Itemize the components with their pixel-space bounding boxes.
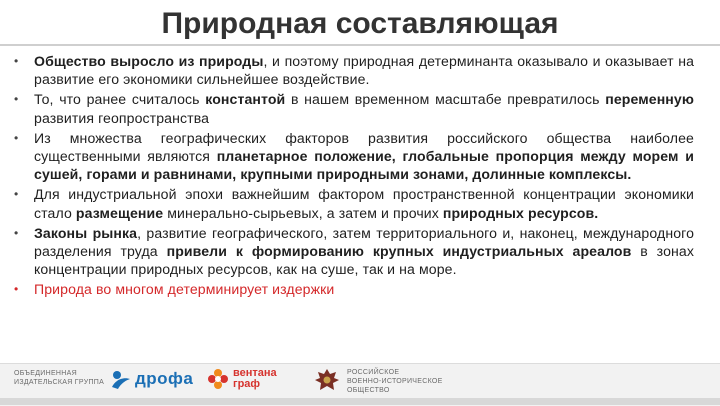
bullet-item bbox=[14, 52, 694, 88]
bullet-bold-text: Общество выросло из природы bbox=[34, 53, 264, 69]
bullet-dot-icon: • bbox=[14, 54, 19, 68]
bullet-item bbox=[14, 185, 694, 221]
bullet-bold-text: природных ресурсов. bbox=[442, 204, 599, 221]
logo-publishing-group-line2: ИЗДАТЕЛЬСКАЯ ГРУППА bbox=[14, 379, 105, 386]
logo-publishing-group-line1: ОБЪЕДИНЕННАЯ bbox=[14, 370, 77, 377]
logo-ventana-graf bbox=[206, 367, 277, 391]
bullet-text: Природа во многом детерминирует издержки bbox=[34, 281, 335, 298]
logo-ventana-line2: граф bbox=[233, 378, 261, 390]
slide-title: Природная составляющая bbox=[161, 7, 559, 40]
bullet-bold-text: переменную bbox=[605, 91, 694, 108]
footer-strip bbox=[0, 398, 720, 405]
bullet-text: , развитие географического, затем территориального и, наконец, международного разделения труда bbox=[34, 224, 695, 260]
logo-rvio-line1: РОССИЙСКОЕ bbox=[347, 368, 400, 376]
bullet-text: , и поэтому природная детерминанта оказывало и оказывает на развитие его экономики сильнейшее воздействие. bbox=[34, 53, 695, 88]
bullet-text: минерально-сырьевых, а затем и прочих bbox=[163, 204, 443, 221]
bullet-dot-icon: • bbox=[14, 92, 19, 107]
title-divider bbox=[0, 44, 720, 46]
bullet-item bbox=[14, 90, 694, 126]
logo-rvio bbox=[312, 366, 443, 396]
bullet-text: в зонах концентрации природных ресурсов, как на суше, так и на море. bbox=[34, 243, 694, 278]
logo-drofa bbox=[108, 367, 193, 391]
bullet-text: Для индустриальной эпохи важнейшим фактором пространственной концентрации экономики стало bbox=[34, 186, 694, 221]
bullet-bold-text: константой bbox=[205, 91, 286, 108]
ventana-flower-icon bbox=[206, 367, 230, 391]
logo-drofa-text: дрофа bbox=[135, 369, 194, 388]
drofa-bird-icon bbox=[108, 367, 132, 391]
bullet-bold-text: размещение bbox=[75, 204, 164, 221]
bullet-text: в нашем временном масштабе превратилось bbox=[285, 91, 606, 108]
bullet-dot-icon: • bbox=[14, 130, 19, 145]
bullet-text: развития геопространства bbox=[34, 109, 210, 126]
bullet-item bbox=[14, 129, 694, 184]
bullet-text: Из множества географических факторов развития российского общества наиболее существенными являются bbox=[34, 129, 694, 165]
logo-rvio-line3: ОБЩЕСТВО bbox=[347, 386, 390, 394]
logo-ventana-line1: вентана bbox=[233, 367, 277, 379]
eagle-emblem-icon bbox=[312, 366, 342, 396]
bullet-text: То, что ранее считалось bbox=[34, 91, 206, 108]
logo-rvio-line2: ВОЕННО-ИСТОРИЧЕСКОЕ bbox=[347, 377, 443, 385]
logo-publishing-group bbox=[14, 369, 104, 387]
bullet-dot-icon: • bbox=[14, 225, 19, 240]
bullet-item bbox=[14, 280, 694, 298]
bullet-bold-text: планетарное положение, глобальные пропорция между морем и сушей, горами и равнинами, крупными природными зонами, долинные комплексы. bbox=[34, 148, 694, 183]
bullet-bold-text: Законы рынка bbox=[34, 224, 138, 241]
bullet-dot-icon: • bbox=[14, 187, 19, 202]
bullet-bold-text: привели к формированию крупных индустриальных ареалов bbox=[166, 243, 632, 260]
bullet-dot-icon: • bbox=[14, 282, 19, 297]
bullet-item bbox=[14, 224, 694, 279]
bullet-list bbox=[14, 52, 694, 301]
